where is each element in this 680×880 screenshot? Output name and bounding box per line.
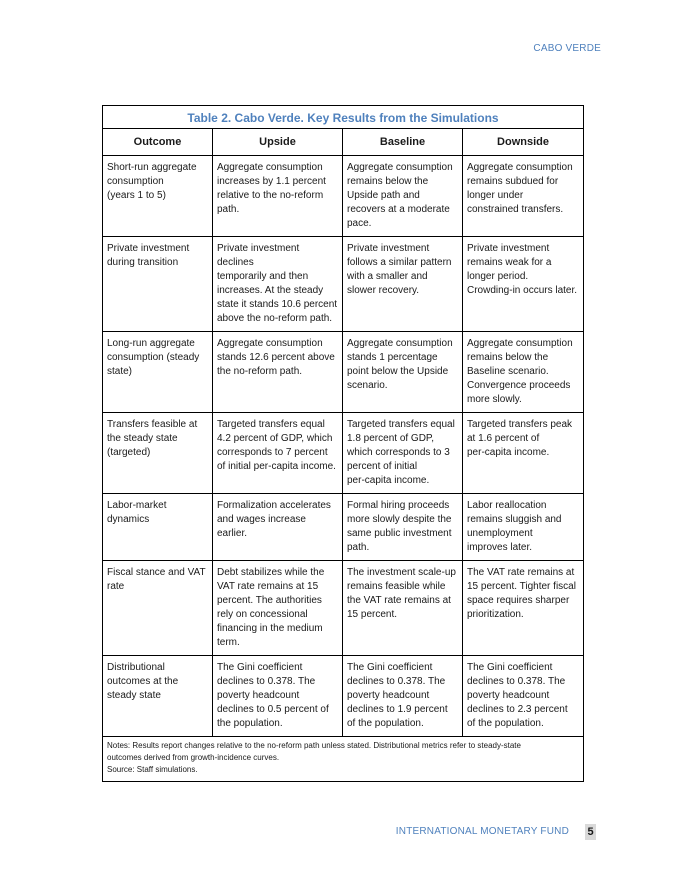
cell-line: Labor-market [107, 500, 167, 511]
cell-line: declines to 0.378. The [217, 676, 316, 687]
cell-line: The Gini coefficient [347, 662, 433, 673]
cell-line: increases. At the steady [217, 285, 324, 296]
cell-line: dynamics [107, 514, 150, 525]
table-row [103, 156, 584, 237]
footer-label: INTERNATIONAL MONETARY FUND [395, 826, 569, 837]
cell-line: Aggregate consumption [217, 162, 323, 173]
table-row [103, 332, 584, 413]
cell-line: remains feasible while [347, 581, 446, 592]
cell-line: VAT rate remains at 15 [217, 581, 319, 592]
cell-line: declines to 1.9 percent [347, 704, 448, 715]
cell-line: of the population. [467, 718, 544, 729]
table-notes [103, 737, 584, 782]
cell-outcome [103, 237, 213, 332]
column-header-downside: Downside [463, 129, 584, 156]
cell-line: Long-run aggregate [107, 338, 195, 349]
source-text: Source: Staff simulations. [107, 765, 198, 774]
cell-line: Private investment [467, 243, 550, 254]
cell-line: longer under [467, 190, 524, 201]
table-row [103, 413, 584, 494]
cell-line: temporarily and then [217, 271, 309, 282]
results-table [102, 105, 584, 782]
cell-baseline [343, 237, 463, 332]
cell-line: rate [107, 581, 125, 592]
cell-line: declines to 0.5 percent of [217, 704, 329, 715]
cell-line: above the no-reform path. [217, 313, 333, 324]
cell-line: improves later. [467, 542, 533, 553]
cell-line: scenario. [347, 380, 388, 391]
column-header-baseline: Baseline [343, 129, 463, 156]
cell-line: 15 percent. [347, 609, 398, 620]
column-header-upside: Upside [213, 129, 343, 156]
cell-line: Targeted transfers equal [217, 419, 325, 430]
cell-line: Distributional [107, 662, 165, 673]
cell-line: the population. [217, 718, 283, 729]
cell-line: 4.2 percent of GDP, which [217, 433, 333, 444]
page-footer [0, 826, 680, 840]
cell-line: longer period. [467, 271, 529, 282]
cell-line: Private investment [107, 243, 190, 254]
cell-line: more slowly. [467, 394, 522, 405]
cell-outcome [103, 156, 213, 237]
cell-line: of the population. [347, 718, 424, 729]
cell-outcome [103, 413, 213, 494]
cell-line: per-capita income. [347, 475, 430, 486]
cell-line: poverty headcount [467, 690, 550, 701]
cell-line: Targeted transfers peak [467, 419, 573, 430]
cell-line: prioritization. [467, 609, 524, 620]
table-title-row [103, 106, 584, 129]
cell-line: Formal hiring proceeds [347, 500, 450, 511]
cell-line: path. [347, 542, 370, 553]
cell-line: The VAT rate remains at [467, 567, 575, 578]
notes-text: Notes: Results report changes relative to the no-reform path unless stated. Distributional metrics refer to steady-state [107, 741, 521, 750]
cell-line: remains weak for a [467, 257, 552, 268]
cell-line: consumption [107, 176, 164, 187]
cell-line: unemployment [467, 528, 533, 539]
table-header-row [103, 129, 584, 156]
cell-baseline [343, 561, 463, 656]
cell-line: of initial per-capita income. [217, 461, 336, 472]
cell-upside [213, 494, 343, 561]
column-header-outcome: Outcome [103, 129, 213, 156]
cell-line: corresponds to 7 percent [217, 447, 328, 458]
cell-line: point below the Upside [347, 366, 449, 377]
cell-line: Short-run aggregate [107, 162, 197, 173]
table-body [103, 156, 584, 737]
table-row [103, 561, 584, 656]
cell-line: Aggregate consumption [347, 162, 453, 173]
cell-line: (targeted) [107, 447, 151, 458]
cell-line: consumption (steady [107, 352, 200, 363]
cell-line: The Gini coefficient [217, 662, 303, 673]
cell-line: remains sluggish and [467, 514, 562, 525]
cell-line: per-capita income. [467, 447, 550, 458]
cell-line: the VAT rate remains at [347, 595, 451, 606]
cell-line: same public investment [347, 528, 452, 539]
table-row [103, 237, 584, 332]
cell-line: Baseline scenario. [467, 366, 549, 377]
cell-line: Aggregate consumption [217, 338, 323, 349]
cell-line: outcomes at the [107, 676, 179, 687]
cell-line: Convergence proceeds [467, 380, 571, 391]
cell-line: stands 12.6 percent above [217, 352, 335, 363]
cell-baseline [343, 494, 463, 561]
cell-line: Formalization accelerates [217, 500, 331, 511]
cell-line: Targeted transfers equal [347, 419, 455, 430]
cell-line: path. [217, 204, 240, 215]
cell-line: stands 1 percentage [347, 352, 438, 363]
cell-line: pace. [347, 218, 372, 229]
cell-line: 15 percent. Tighter fiscal [467, 581, 576, 592]
cell-line: The investment scale-up [347, 567, 456, 578]
cell-baseline [343, 156, 463, 237]
results-table-container [102, 105, 583, 782]
cell-line: more slowly despite the [347, 514, 452, 525]
cell-line: remains subdued for [467, 176, 559, 187]
cell-line: which corresponds to 3 [347, 447, 450, 458]
cell-line: declines to 0.378. The [467, 676, 566, 687]
cell-line: Aggregate consumption [347, 338, 453, 349]
cell-upside [213, 561, 343, 656]
cell-line: (years 1 to 5) [107, 190, 166, 201]
cell-line: declines to 0.378. The [347, 676, 446, 687]
cell-line: Labor reallocation [467, 500, 547, 511]
cell-line: Aggregate consumption [467, 162, 573, 173]
cell-line: Private investment [347, 243, 430, 254]
cell-downside [463, 156, 584, 237]
cell-line: Fiscal stance and VAT [107, 567, 206, 578]
cell-outcome [103, 332, 213, 413]
cell-line: percent of initial [347, 461, 418, 472]
cell-line: constrained transfers. [467, 204, 564, 215]
cell-line: space requires sharper [467, 595, 570, 606]
cell-line: relative to the no-reform [217, 190, 324, 201]
cell-line: remains below the [347, 176, 429, 187]
notes-row [103, 737, 584, 782]
cell-line: steady state [107, 690, 161, 701]
cell-line: with a smaller and [347, 271, 428, 282]
cell-outcome [103, 561, 213, 656]
cell-line: Aggregate consumption [467, 338, 573, 349]
cell-line: Crowding-in occurs later. [467, 285, 578, 296]
table-row [103, 656, 584, 737]
cell-baseline [343, 413, 463, 494]
cell-downside [463, 561, 584, 656]
cell-line: 1.8 percent of GDP, [347, 433, 435, 444]
cell-downside [463, 413, 584, 494]
cell-outcome [103, 494, 213, 561]
cell-line: recovers at a moderate [347, 204, 450, 215]
running-head: CABO VERDE [533, 43, 601, 54]
cell-line: percent. The authorities [217, 595, 322, 606]
cell-upside [213, 413, 343, 494]
cell-line: state) [107, 366, 133, 377]
cell-downside [463, 494, 584, 561]
cell-upside [213, 656, 343, 737]
cell-line: during transition [107, 257, 179, 268]
cell-line: increases by 1.1 percent [217, 176, 326, 187]
cell-upside [213, 237, 343, 332]
cell-line: Upside path and [347, 190, 420, 201]
table-title: Table 2. Cabo Verde. Key Results from the Simulations [103, 106, 584, 129]
cell-line: financing in the medium [217, 623, 323, 634]
cell-line: declines to 2.3 percent [467, 704, 568, 715]
cell-line: The Gini coefficient [467, 662, 553, 673]
cell-downside [463, 656, 584, 737]
table-row [103, 494, 584, 561]
cell-line: term. [217, 637, 240, 648]
cell-line: poverty headcount [217, 690, 300, 701]
cell-downside [463, 332, 584, 413]
cell-outcome [103, 656, 213, 737]
cell-line: the steady state [107, 433, 178, 444]
cell-line: rely on concessional [217, 609, 308, 620]
cell-line: remains below the [467, 352, 549, 363]
notes-text: outcomes derived from growth-incidence curves. [107, 753, 280, 762]
cell-line: slower recovery. [347, 285, 420, 296]
cell-baseline [343, 656, 463, 737]
cell-line: the no-reform path. [217, 366, 303, 377]
cell-downside [463, 237, 584, 332]
cell-line: state it stands 10.6 percent [217, 299, 338, 310]
cell-line: and wages increase earlier. [217, 514, 306, 539]
cell-line: Debt stabilizes while the [217, 567, 325, 578]
cell-line: Transfers feasible at [107, 419, 198, 430]
cell-line: Private investment declines [217, 243, 300, 268]
cell-baseline [343, 332, 463, 413]
cell-line: follows a similar pattern [347, 257, 452, 268]
cell-line: at 1.6 percent of [467, 433, 540, 444]
cell-upside [213, 156, 343, 237]
cell-line: poverty headcount [347, 690, 430, 701]
page-number: 5 [585, 824, 596, 840]
cell-upside [213, 332, 343, 413]
